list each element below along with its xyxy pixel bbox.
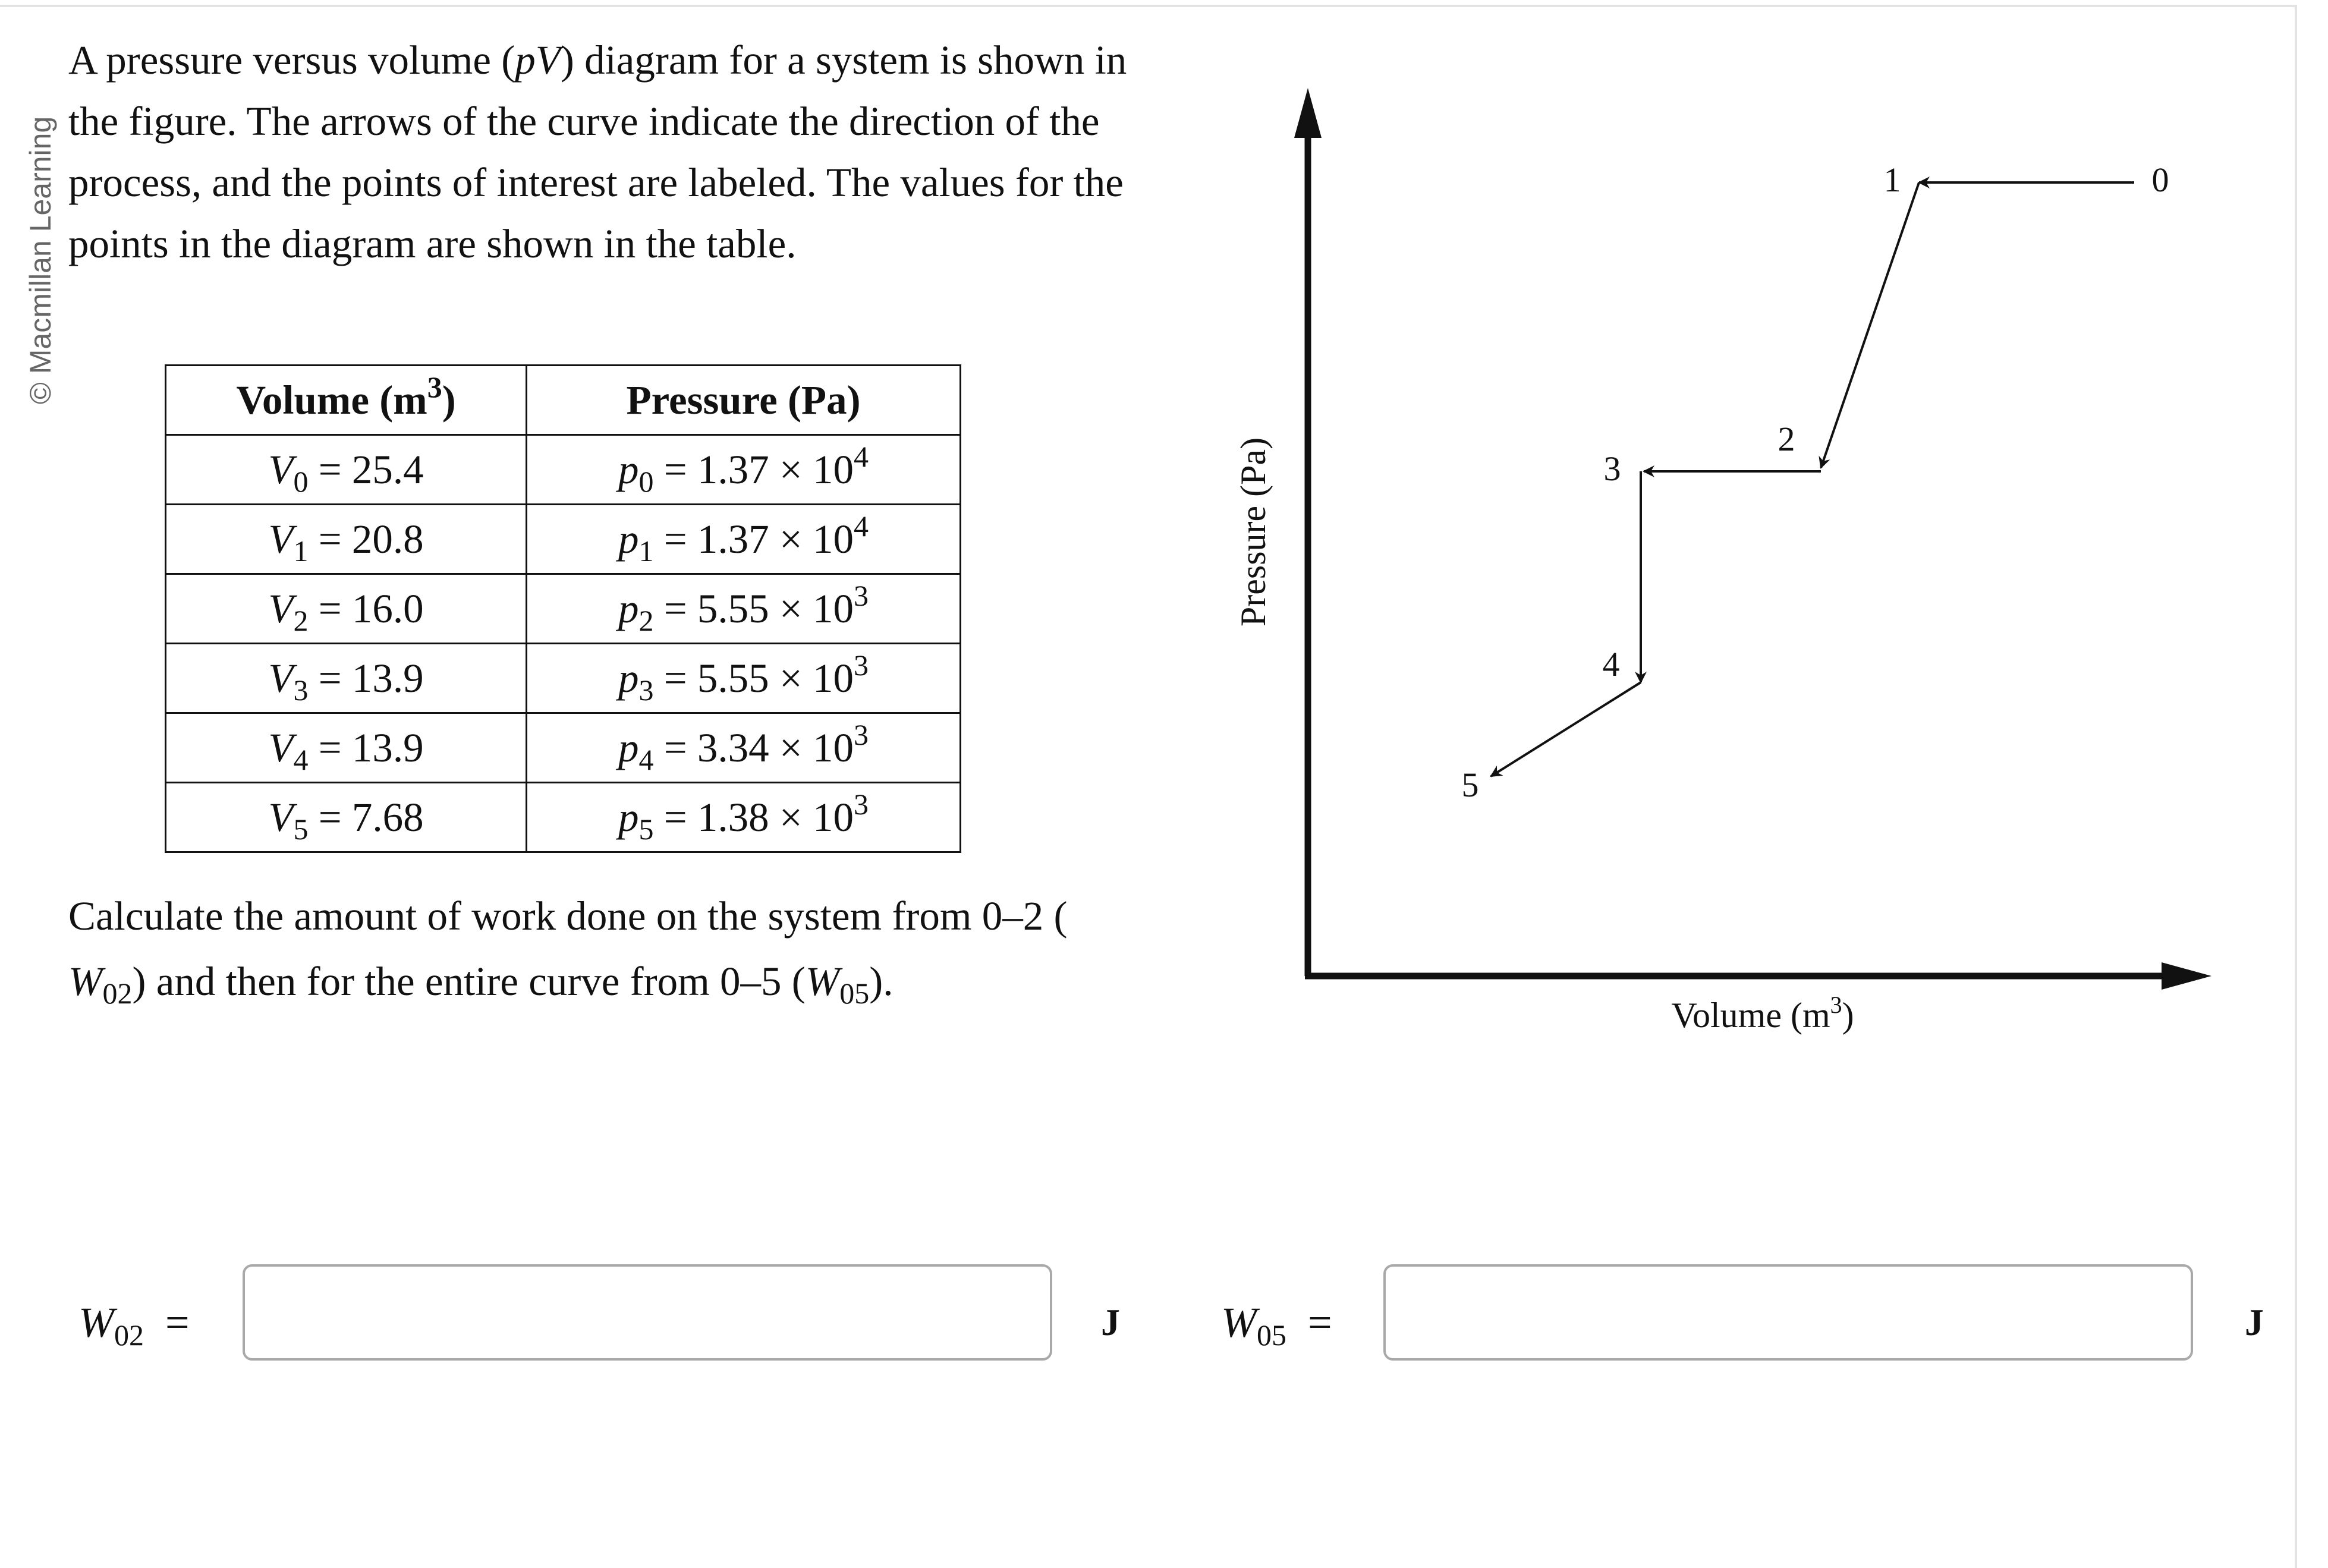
w02-label: W02 = (78, 1299, 190, 1352)
point-label-3: 3 (1603, 449, 1621, 488)
w05-unit: J (2245, 1301, 2264, 1343)
intro-pv: pV (515, 37, 561, 83)
pressure-cell: $p_3 = 5.55 \times 10^3$ (527, 644, 961, 713)
w02-unit: J (1101, 1301, 1120, 1343)
segment-4-5 (1491, 682, 1641, 776)
y-axis-label: Pressure (Pa) (1234, 437, 1273, 627)
volume-cell: $V_3 = 13.9$ (166, 644, 527, 713)
point-label-1: 1 (1883, 160, 1901, 199)
volume-cell: $V_2 = 16.0$ (166, 574, 527, 644)
copyright-text: © Macmillan Learning (24, 116, 57, 404)
pressure-cell: $p_5 = 1.38 \times 10^3$ (527, 783, 961, 852)
point-label-0: 0 (2151, 160, 2169, 199)
point-label-4: 4 (1602, 645, 1620, 684)
volume-cell: $V_1 = 20.8$ (166, 505, 527, 574)
intro-part1: A pressure versus volume ( (68, 37, 515, 83)
volume-cell: $V_0 = 25.4$ (166, 435, 527, 505)
pressure-cell: $p_2 = 5.55 \times 10^3$ (527, 574, 961, 644)
x-axis-arrow-icon (2162, 962, 2211, 990)
header-pressure: Pressure (Pa) (527, 366, 961, 435)
point-label-2: 2 (1778, 420, 1795, 458)
y-axis-arrow-icon (1294, 88, 1322, 138)
pressure-cell: $p_1 = 1.37 \times 10^4$ (527, 505, 961, 574)
volume-cell: $V_5 = 7.68$ (166, 783, 527, 852)
intro-part2: ) diagram for a system is shown in the figure. The arrows of the curve indicate the direction of the process, and the points of interest are labeled. The values for the points in the diagram are shown in the table. (68, 37, 1127, 266)
w05-label: W05 = (1221, 1299, 1332, 1352)
segment-1-2 (1821, 182, 1919, 468)
pressure-cell: $p_4 = 3.34 \times 10^3$ (527, 713, 961, 783)
x-axis-label: Volume $(m^3)$ (1671, 991, 1854, 1035)
header-volume: Volume $(m^3)$ (166, 366, 527, 435)
pressure-cell: $p_0 = 1.37 \times 10^4$ (527, 435, 961, 505)
volume-cell: $V_4 = 13.9$ (166, 713, 527, 783)
question-text: Calculate the amount of work done on the system from 0–2 ( $W_{02}$) and then for the entire curve from 0–5 $(W_{05})$. (68, 893, 1068, 1010)
point-label-5: 5 (1461, 766, 1479, 804)
